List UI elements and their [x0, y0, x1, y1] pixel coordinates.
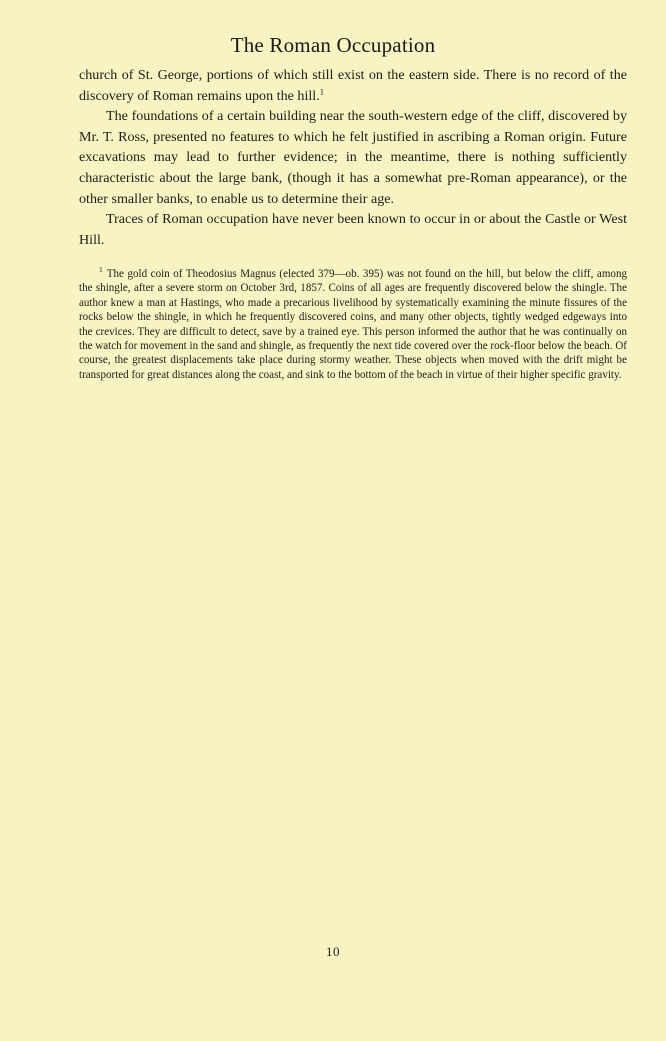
footnote-reference-marker[interactable]: 1: [319, 85, 324, 96]
footnote-text: The gold coin of Theodosius Magnus (elected 379—ob. 395) was not found on the hill, but below the cliff, among the shingle, after a severe storm on October 3rd, 1857. Coins of all ages are frequently discovered below the shingle. The author knew a man at Hastings, who made a precarious livelihood by systematically examining the minute fissures of the rocks below the shingle, in which he frequently discovered coins, and many other objects, tightly wedged edgeways into the crevices. They are difficult to detect, save by a trained eye. This person informed the author that he was continually on the watch for movement in the sand and shingle, as frequently the next tide covered over the rock-floor below the beach. Of course, the greatest displacements take place during stormy weather. These objects when moved with the drift might be transported for great distances along the coast, and sink to the bottom of the beach in virtue of their higher specific gravity.: [79, 268, 627, 381]
body-text: [79, 65, 627, 250]
running-title: The Roman Occupation: [230, 33, 436, 57]
footnote-number: 1: [99, 265, 103, 275]
paragraph-2: The foundations of a certain building near the south-western edge of the cliff, discovered by Mr. T. Ross, presented no features to which he felt justified in ascribing a Roman origin. Future excavations may lead to further evidence; in the meantime, there is nothing sufficiently characteristic about the large bank, (though it has a somewhat pre-Roman appearance), or the other smaller banks, to enable us to determine their age.: [79, 108, 627, 207]
footnote: [79, 267, 627, 382]
paragraph-1: [79, 65, 627, 106]
paragraph-3: Traces of Roman occupation have never been known to occur in or about the Castle or West Hill.: [79, 211, 627, 248]
paragraph-1-text: church of St. George, portions of which still exist on the eastern side. There is no record of the discovery of Roman remains upon the hill.: [79, 67, 627, 104]
page-number: 10: [326, 944, 340, 959]
